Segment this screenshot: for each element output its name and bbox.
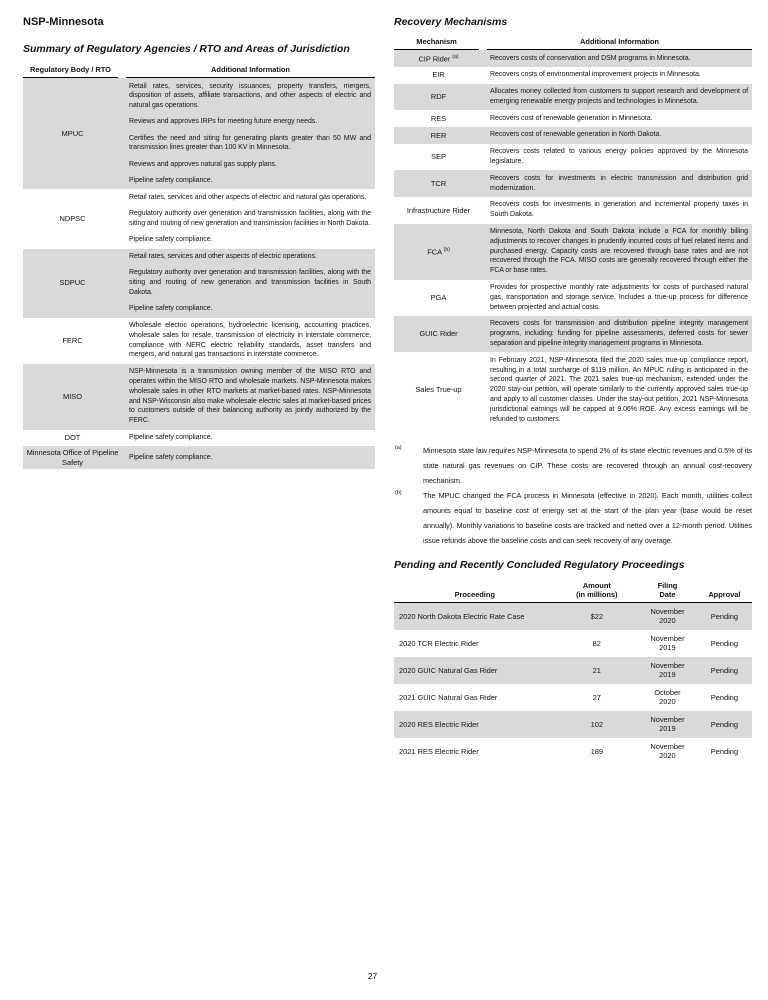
proceeding-amount: 27	[592, 692, 601, 702]
footnote-ref: (b)	[443, 247, 450, 254]
mechanism-name-cell	[394, 50, 483, 67]
regulatory-info-cell	[122, 78, 375, 189]
regulatory-body-name: SDPUC	[59, 278, 86, 288]
regulatory-info-cell	[122, 446, 375, 469]
mechanism-info-cell: Allocates money collected from customers to support research and development of emerging renewable energy projects and technologies in Minnesota.	[490, 88, 748, 105]
info-paragraph: Regulatory authority over generation and transmission facilities, along with the siting and routing of new generation and transmission facilities in North Dakota.	[129, 210, 371, 227]
regulatory-body-name: MPUC	[61, 128, 84, 138]
mechanism-label: TCR	[430, 178, 447, 188]
regulatory-row	[23, 446, 375, 469]
proceeding-filing-date	[638, 738, 697, 765]
mechanism-info-cell: Recovers costs related to various energy policies approved by the Minnesota legislature.	[490, 148, 748, 166]
proceeding-name: 2020 North Dakota Electric Rate Case	[399, 611, 525, 621]
footnote-marker: (a)	[395, 444, 402, 451]
proceeding-filing-date	[638, 630, 697, 657]
recovery-row	[394, 280, 752, 316]
mechanism-name-cell	[394, 144, 483, 171]
regulatory-table-body	[23, 78, 375, 469]
info-paragraph: Reviews and approves natural gas supply plans.	[129, 160, 277, 168]
proceeding-name: 2020 GUIC Natural Gas Rider	[399, 665, 498, 675]
proceeding-amount: $22	[590, 611, 603, 621]
recovery-row	[394, 50, 752, 67]
footnotes-section	[394, 443, 752, 548]
regulatory-section-heading: Summary of Regulatory Agencies / RTO and Areas of Jurisdiction	[23, 43, 350, 55]
mechanism-label: RES	[430, 113, 447, 123]
footnote-text: Minnesota state law requires NSP-Minnesota to spend 2% of its state electric revenues and 0.5% of its state natural gas revenues on CIP. These costs are recovered through an annual cost-recovery mechanism.	[423, 445, 752, 485]
header-label: Additional Information	[487, 37, 752, 50]
mechanism-label: Infrastructure Rider	[406, 205, 471, 215]
header-line: Amount	[582, 580, 611, 590]
info-paragraph: Wholesale electric operations, hydroelectric licensing, accounting practices, wholesale sales for resale, transmission of electricity in interstate commerce, compliance with NERC electric reliability standards, asset transfers and mergers, and natural gas transactions in interstate commerce.	[129, 322, 371, 359]
regulatory-info-cell	[122, 249, 375, 318]
regulatory-body-name: MISO	[63, 391, 82, 401]
mechanism-name-cell	[394, 224, 483, 280]
info-paragraph: Pipeline safety compliance.	[129, 305, 213, 313]
date-line: November	[650, 606, 685, 616]
recovery-table-body	[394, 50, 752, 428]
page-number: 27	[367, 971, 378, 981]
date-line: November	[650, 660, 685, 670]
proceedings-column-header	[555, 581, 638, 603]
regulatory-info-cell	[122, 364, 375, 430]
date-line: October	[654, 687, 681, 697]
date-line: 2020	[659, 616, 676, 626]
regulatory-row	[23, 430, 375, 447]
mechanism-name-cell	[394, 67, 483, 84]
mechanism-info-cell: Recovers costs for investments in electric transmission and distribution grid modernization.	[490, 174, 748, 192]
mechanism-info-cell: Recovers costs for investments in generation and incremental property taxes in South Dakota.	[490, 201, 748, 219]
header-line: Proceeding	[454, 589, 495, 599]
info-paragraph: Pipeline safety compliance.	[129, 177, 213, 185]
info-paragraph: Pipeline safety compliance.	[129, 434, 213, 442]
info-paragraph: Pipeline safety compliance.	[129, 453, 213, 461]
proceeding-filing-date	[638, 602, 697, 630]
regulatory-body-name: DOT	[64, 433, 81, 443]
proceedings-column-header	[697, 581, 752, 603]
mechanism-name-cell	[394, 316, 483, 352]
recovery-section-heading: Recovery Mechanisms	[394, 16, 508, 28]
recovery-row	[394, 170, 752, 197]
proceeding-name: 2021 GUIC Natural Gas Rider	[399, 692, 498, 702]
proceeding-approval: Pending	[710, 746, 738, 756]
date-line: 2020	[659, 697, 676, 707]
proceeding-row	[394, 602, 752, 630]
date-line: 2020	[659, 751, 676, 761]
proceeding-name: 2021 RES Electric Rider	[399, 746, 479, 756]
recovery-row	[394, 352, 752, 428]
info-paragraph: Retail rates, services and other aspects of electric operations.	[129, 253, 317, 261]
mechanism-name-cell	[394, 197, 483, 224]
left-column	[23, 16, 375, 469]
regulatory-row	[23, 78, 375, 189]
mechanism-name-cell	[394, 170, 483, 197]
proceeding-amount: 189	[590, 746, 603, 756]
proceeding-filing-date	[638, 711, 697, 738]
proceeding-amount: 82	[592, 638, 601, 648]
header-label: Mechanism	[394, 37, 479, 50]
mechanism-info-cell: Recovers cost of renewable generation in North Dakota.	[490, 131, 662, 139]
mechanism-label: FCA	[427, 247, 442, 257]
date-line: November	[650, 741, 685, 751]
proceedings-column-header	[638, 581, 697, 603]
regulatory-agencies-table	[23, 65, 375, 469]
proceeding-name: 2020 RES Electric Rider	[399, 719, 479, 729]
info-paragraph: Pipeline safety compliance.	[129, 236, 213, 244]
regulatory-info-cell	[122, 318, 375, 364]
header-line: Filing	[657, 580, 678, 590]
date-line: 2019	[659, 670, 676, 680]
proceeding-approval: Pending	[710, 638, 738, 648]
proceeding-row	[394, 630, 752, 657]
mechanism-label: Sales True-up	[415, 385, 462, 395]
additional-info-header	[483, 37, 752, 50]
proceedings-table-body	[394, 602, 752, 765]
proceeding-approval: Pending	[710, 692, 738, 702]
regulatory-row	[23, 189, 375, 248]
info-paragraph: Regulatory authority over generation and transmission facilities, along with the siting and routing of new generation and transmission facilities in South Dakota.	[129, 269, 371, 296]
mechanism-name-cell	[394, 127, 483, 144]
regulatory-row	[23, 318, 375, 364]
regulatory-info-cell	[122, 430, 375, 447]
header-label: Regulatory Body / RTO	[23, 65, 118, 78]
recovery-row	[394, 110, 752, 127]
recovery-row	[394, 316, 752, 352]
date-line: 2019	[659, 643, 676, 653]
mechanism-name-cell	[394, 352, 483, 428]
info-paragraph: Retail rates, services and other aspects of electric and natural gas operations.	[129, 193, 367, 201]
regulatory-body-name: Minnesota Office of Pipeline Safety	[26, 448, 119, 467]
page-title: NSP-Minnesota	[23, 16, 104, 28]
right-column	[394, 16, 752, 765]
mechanism-info-cell: In February 2021, NSP-Minnesota filed the 2020 sales true-up compliance report, resulting in a total surcharge of $119 million. An MPUC ruling is anticipated in the second quarter of 2021. The 2021 sales true-up mechanism, extended under the 2020 stay-out petition, will operate similarly to the currently approved sales true-up and apply to all customer classes. Under the stay-out petition, 2021 NSP-Minnesota jurisdictional earnings will be capped at 9.06% ROE. Any excess earnings will be refunded to customers.	[490, 356, 748, 423]
regulatory-info-cell	[122, 189, 375, 248]
proceeding-amount: 21	[592, 665, 601, 675]
date-line: 2019	[659, 724, 676, 734]
recovery-row	[394, 67, 752, 84]
proceedings-section-heading: Pending and Recently Concluded Regulatory Proceedings	[394, 558, 685, 571]
mechanism-label: CIP Rider	[418, 54, 451, 64]
mechanism-name-cell	[394, 84, 483, 111]
proceeding-approval: Pending	[710, 665, 738, 675]
info-paragraph: Certifies the need and siting for generating plants greater than 50 MW and transmission lines greater than 100 KV in Minnesota.	[129, 134, 371, 152]
regulatory-table-header	[23, 65, 375, 78]
mechanism-info-cell: Recovers costs for transmission and distribution pipeline integrity management programs, including: funding for pipeline assessments, deferred costs for sewer separation and pipeline integrity management programs in Minnesota.	[490, 320, 748, 348]
header-line: Date	[659, 589, 676, 599]
proceedings-table-header	[394, 581, 752, 603]
proceeding-row	[394, 684, 752, 711]
mechanism-info-cell: Recovers costs of conservation and DSM programs in Minnesota.	[490, 54, 691, 62]
proceeding-row	[394, 711, 752, 738]
date-line: November	[650, 714, 685, 724]
proceeding-row	[394, 738, 752, 765]
recovery-row	[394, 144, 752, 171]
footnote-ref: (a)	[452, 53, 459, 60]
footnote	[394, 443, 752, 488]
proceedings-column-header	[394, 581, 555, 603]
recovery-row	[394, 84, 752, 111]
mechanism-name-cell	[394, 110, 483, 127]
header-row	[23, 65, 375, 78]
mechanism-header	[394, 37, 483, 50]
mechanism-info-cell: Provides for prospective monthly rate adjustments for costs of purchased natural gas, transportation and storage service. Includes a true-up process for difference between projected and actual costs.	[490, 284, 748, 311]
footnote	[394, 488, 752, 548]
info-paragraph: Retail rates, services, security issuances, property transfers, mergers, disposition of assets, affiliate transactions, and other aspects of electric and natural gas operations.	[129, 82, 371, 110]
header-label: Additional Information	[126, 65, 375, 78]
proceeding-row	[394, 657, 752, 684]
mechanism-label: EIR	[432, 70, 445, 80]
mechanism-label: PGA	[430, 292, 447, 302]
proceeding-approval: Pending	[710, 719, 738, 729]
proceeding-filing-date	[638, 684, 697, 711]
proceedings-table	[394, 581, 752, 765]
mechanism-info-cell: Minnesota, North Dakota and South Dakota include a FCA for monthly billing adjustments to recover changes in prudently incurred costs of fuel related items and purchased energy. Capacity costs are recovered through base rates and are not recovered through the FCA. MISO costs are generally recovered through either the FCA or base rates.	[490, 228, 748, 275]
mechanism-label: SEP	[431, 152, 446, 162]
mechanism-label: RDF	[430, 92, 447, 102]
regulatory-row	[23, 249, 375, 318]
footnote-marker: (b)	[395, 489, 402, 496]
header-line: Approval	[708, 589, 741, 599]
recovery-row	[394, 224, 752, 280]
mechanism-label: GUIC Rider	[419, 329, 458, 339]
recovery-row	[394, 127, 752, 144]
info-paragraph: Reviews and approves IRPs for meeting future energy needs.	[129, 118, 318, 126]
regulatory-body-name: FERC	[62, 335, 83, 345]
mechanism-label: RER	[430, 130, 447, 140]
proceeding-name: 2020 TCR Electric Rider	[399, 638, 479, 648]
recovery-table-header	[394, 37, 752, 50]
mechanism-name-cell	[394, 280, 483, 316]
recovery-mechanisms-table	[394, 37, 752, 428]
regulatory-body-header	[23, 65, 122, 78]
proceeding-amount: 102	[590, 719, 603, 729]
mechanism-info-cell: Recovers costs of environmental improvement projects in Minnesota.	[490, 71, 701, 79]
header-row	[394, 581, 752, 603]
header-row	[394, 37, 752, 50]
date-line: November	[650, 633, 685, 643]
info-paragraph: NSP-Minnesota is a transmission owning member of the MISO RTO and operates within the MISO RTO and wholesale markets. NSP-Minnesota makes wholesale sales in other RTO markets at market-based rates. NSP-Minnesota and NSP-Wisconsin also make wholesale electric sales at market-based prices to customers outside of their balancing authority as jointly authorized by the FERC.	[129, 368, 371, 425]
footnote-text: The MPUC changed the FCA process in Minnesota (effective in 2020). Each month, utilities collect amounts equal to baseline cost of energy set at the start of the plan year (base would be reset annually). Monthly variations to baseline costs are tracked and netted over a 12-month period. Utilities issue refunds above the baseline costs and can seek recovery of any overage.	[423, 490, 752, 545]
recovery-row	[394, 197, 752, 224]
regulatory-body-name: NDPSC	[59, 214, 86, 224]
regulatory-row	[23, 364, 375, 430]
mechanism-info-cell: Recovers cost of renewable generation in Minnesota.	[490, 114, 653, 122]
proceeding-approval: Pending	[710, 611, 738, 621]
proceeding-filing-date	[638, 657, 697, 684]
additional-info-header	[122, 65, 375, 78]
header-line: (in millions)	[576, 589, 618, 599]
